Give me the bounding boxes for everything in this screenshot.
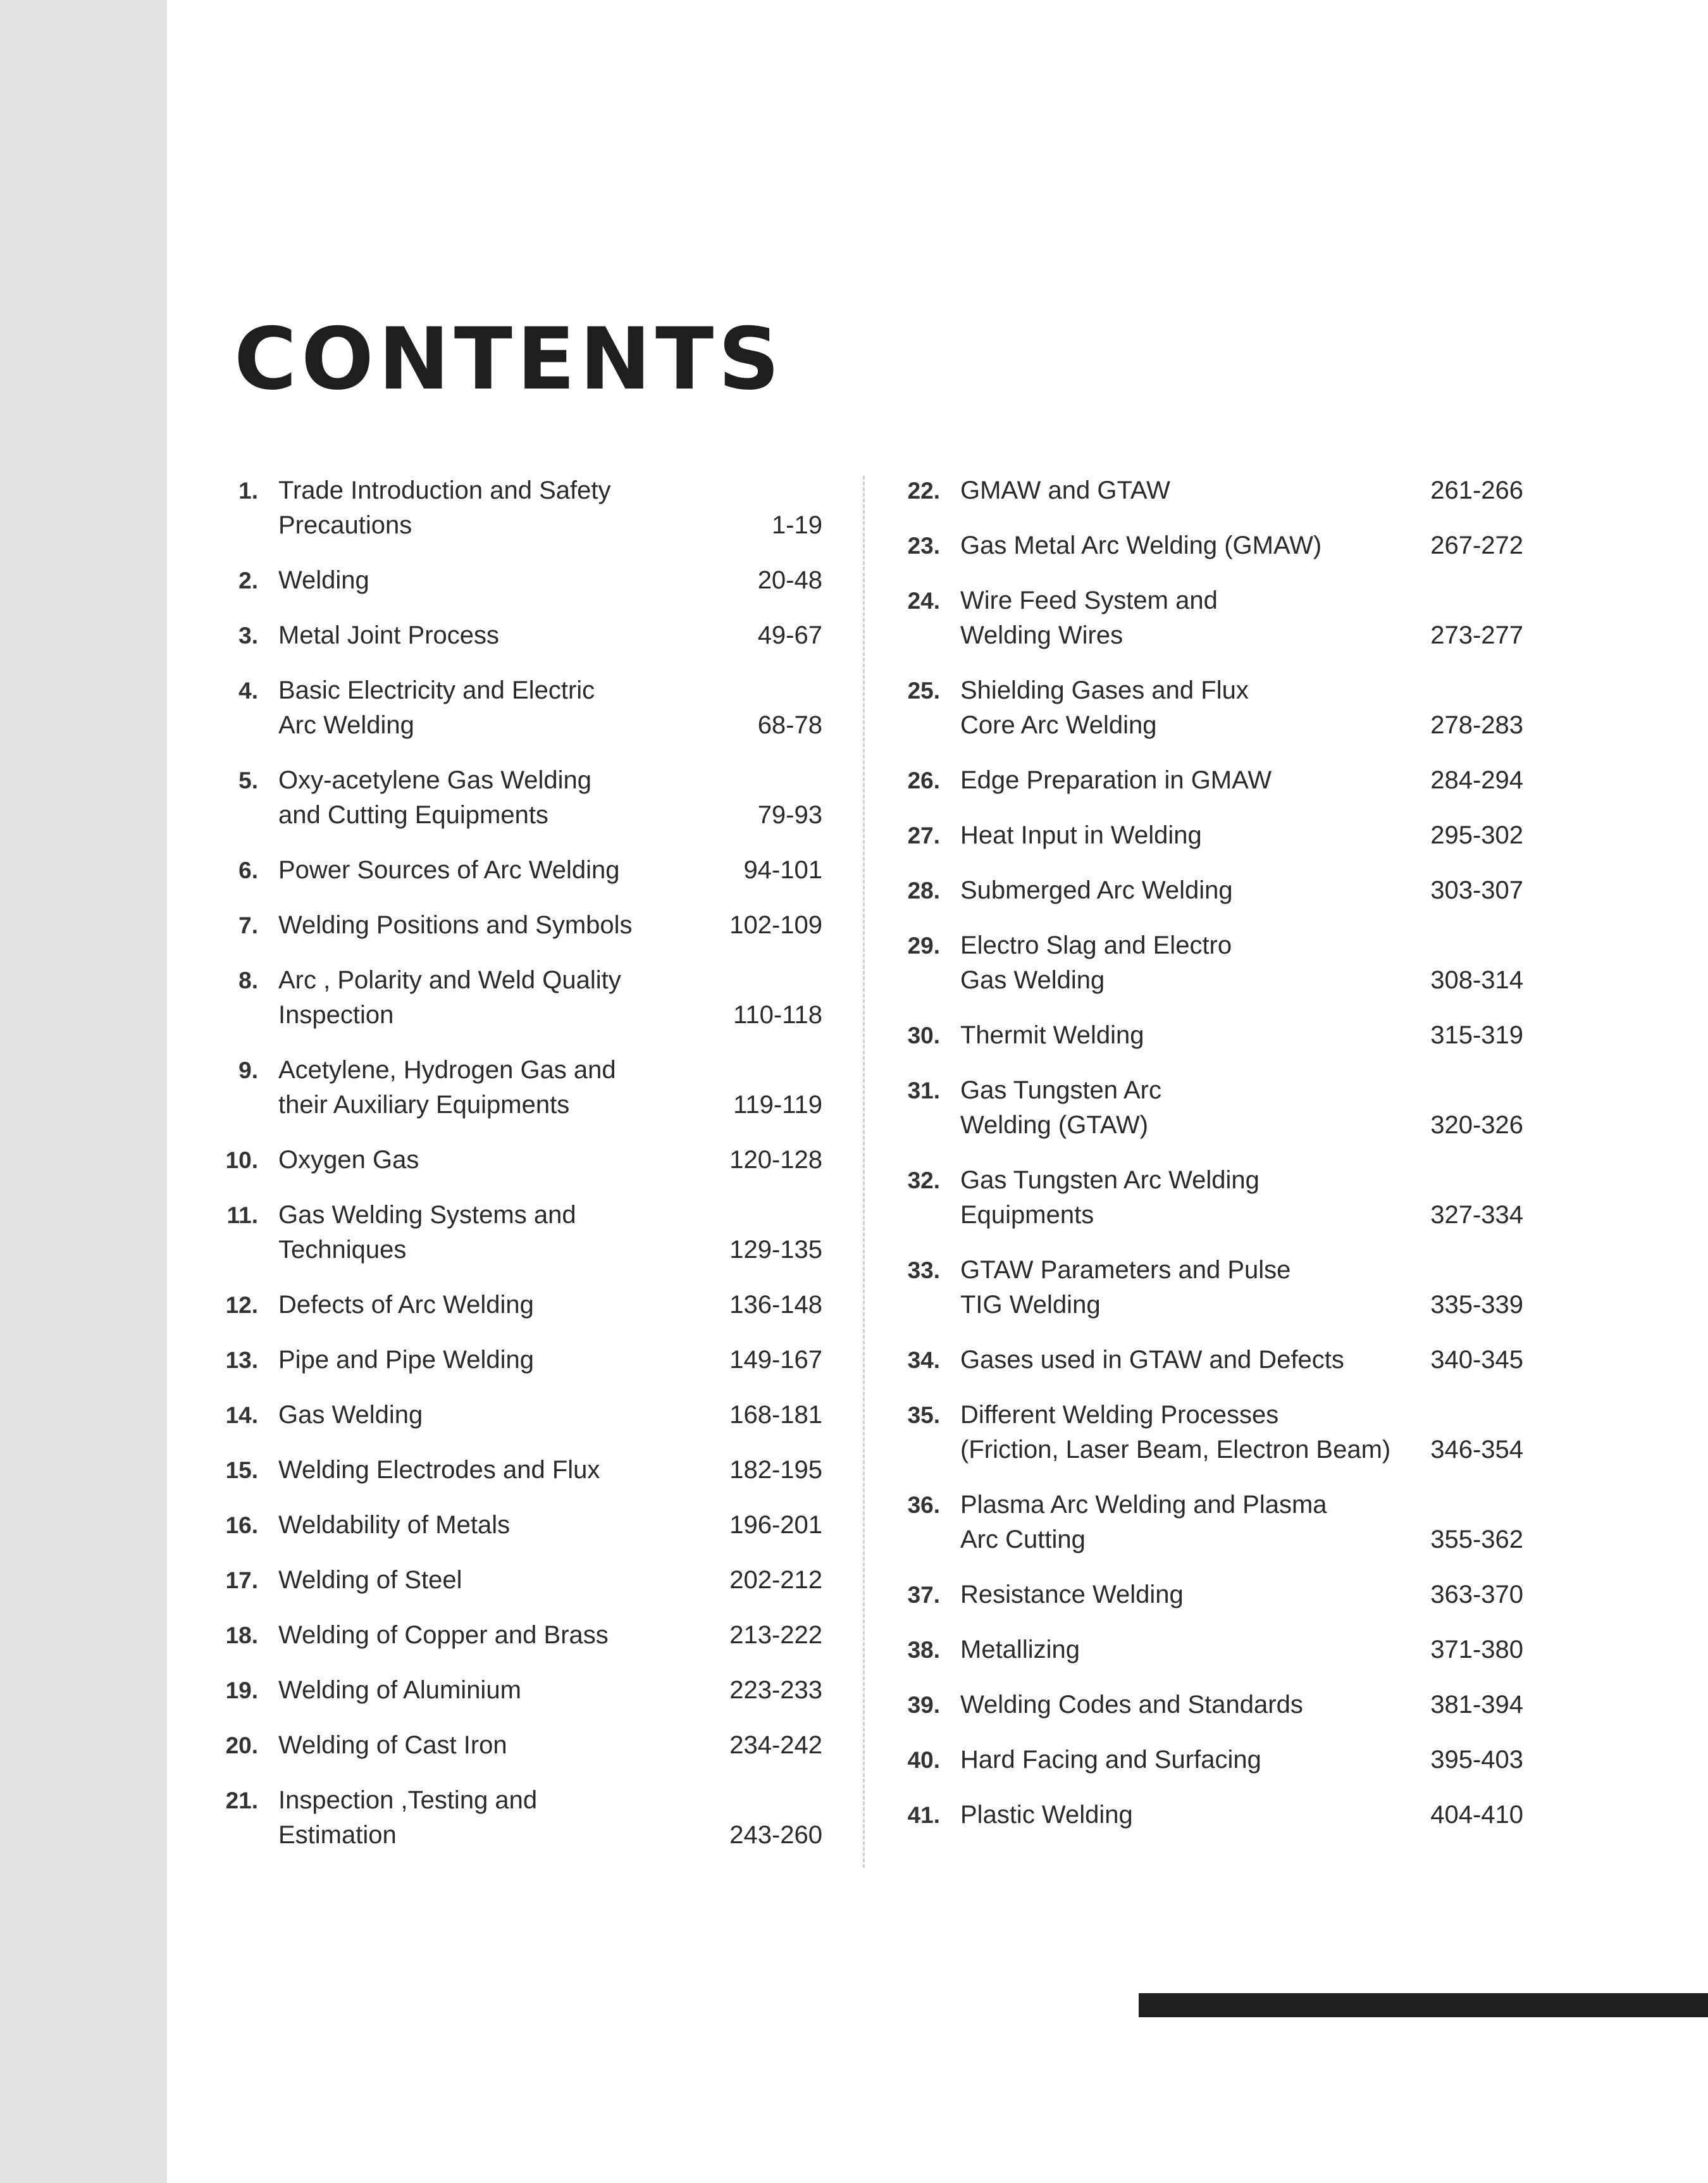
chapter-title: Equipments <box>960 1201 1094 1229</box>
toc-right-column <box>891 473 1523 1853</box>
chapter-title: Basic Electricity and Electric <box>278 676 595 704</box>
toc-entry-line <box>891 1633 1523 1667</box>
chapter-number: 39. <box>907 1692 940 1718</box>
toc-entry[interactable] <box>209 1288 822 1322</box>
toc-entry-line <box>209 473 822 508</box>
toc-entry-line <box>891 1798 1523 1832</box>
chapter-number: 7. <box>238 912 258 938</box>
toc-entry-line <box>209 1673 822 1708</box>
chapter-title: GMAW and GTAW <box>960 476 1170 504</box>
chapter-number: 28. <box>907 878 940 904</box>
toc-entry-line <box>209 708 822 743</box>
chapter-title: Welding of Steel <box>278 1566 462 1594</box>
toc-entry[interactable] <box>209 673 822 743</box>
page-range: 284-294 <box>1430 766 1523 794</box>
toc-entry[interactable] <box>891 1018 1523 1053</box>
page-range: 68-78 <box>757 711 822 739</box>
toc-entry-line <box>891 1073 1523 1108</box>
toc-entry-line <box>891 1688 1523 1722</box>
chapter-title: Trade Introduction and Safety <box>278 476 611 504</box>
toc-entry[interactable] <box>891 583 1523 653</box>
toc-entry[interactable] <box>891 1253 1523 1322</box>
chapter-number: 9. <box>238 1057 258 1083</box>
chapter-number: 5. <box>238 768 258 793</box>
chapter-number: 17. <box>225 1567 258 1593</box>
chapter-number: 19. <box>225 1677 258 1703</box>
page-range: 355-362 <box>1430 1526 1523 1553</box>
toc-entry-line <box>209 1728 822 1763</box>
chapter-title: Hard Facing and Surfacing <box>960 1746 1261 1774</box>
chapter-number: 37. <box>907 1582 940 1608</box>
toc-entry-line <box>209 1343 822 1378</box>
toc-entry-line <box>891 1198 1523 1233</box>
chapter-title: Plastic Welding <box>960 1801 1133 1829</box>
toc-entry-line <box>209 1783 822 1818</box>
toc-entry[interactable] <box>209 1563 822 1598</box>
toc-entry-line <box>891 1433 1523 1467</box>
toc-entry-line <box>891 1253 1523 1288</box>
chapter-number: 22. <box>907 478 940 504</box>
chapter-title: (Friction, Laser Beam, Electron Beam) <box>960 1436 1391 1464</box>
chapter-title: Welding of Cast Iron <box>278 1731 507 1759</box>
toc-entry[interactable] <box>209 618 822 653</box>
chapter-title: Wire Feed System and <box>960 587 1218 614</box>
toc-entry[interactable] <box>209 1198 822 1267</box>
toc-entry-line <box>891 1288 1523 1322</box>
toc-entry[interactable] <box>209 963 822 1033</box>
chapter-title: Oxygen Gas <box>278 1146 419 1174</box>
toc-entry-line <box>209 998 822 1033</box>
toc-entry-line <box>891 1577 1523 1612</box>
toc-entry-line <box>891 1398 1523 1433</box>
chapter-number: 25. <box>907 678 940 704</box>
page-range: 327-334 <box>1430 1201 1523 1229</box>
chapter-number: 38. <box>907 1637 940 1663</box>
page-range: 136-148 <box>729 1291 822 1319</box>
page-range: 110-118 <box>733 1001 822 1029</box>
toc-entry[interactable] <box>891 528 1523 563</box>
chapter-title: Arc Cutting <box>960 1526 1086 1553</box>
chapter-title: Power Sources of Arc Welding <box>278 856 620 884</box>
toc-entry[interactable] <box>209 908 822 943</box>
toc-entry-line <box>891 1018 1523 1053</box>
toc-entry-line <box>891 763 1523 798</box>
chapter-number: 10. <box>225 1147 258 1173</box>
toc-entry-line <box>209 1198 822 1233</box>
toc-entry-line <box>209 563 822 598</box>
toc-entry[interactable] <box>209 1673 822 1708</box>
page-range: 308-314 <box>1430 966 1523 994</box>
toc-entry-line <box>209 1088 822 1123</box>
toc-entry-line <box>891 673 1523 708</box>
chapter-title: Welding of Aluminium <box>278 1676 521 1704</box>
page-range: 196-201 <box>729 1511 822 1539</box>
page-range: 395-403 <box>1430 1746 1523 1774</box>
page-range: 129-135 <box>729 1236 822 1264</box>
chapter-title: Arc , Polarity and Weld Quality <box>278 966 621 994</box>
chapter-title: Welding Codes and Standards <box>960 1691 1303 1719</box>
chapter-number: 3. <box>238 623 258 649</box>
page-title: CONTENTS <box>234 309 784 409</box>
chapter-number: 13. <box>225 1347 258 1373</box>
toc-entry-line <box>891 708 1523 743</box>
chapter-number: 24. <box>907 588 940 614</box>
page-range: 303-307 <box>1430 876 1523 904</box>
chapter-title: Oxy-acetylene Gas Welding <box>278 766 592 794</box>
column-divider <box>863 476 865 1868</box>
page-range: 168-181 <box>729 1401 822 1429</box>
toc-entry[interactable] <box>891 1743 1523 1777</box>
toc-entry[interactable] <box>209 1453 822 1488</box>
toc-entry-line <box>209 1618 822 1653</box>
toc-entry-line <box>891 1163 1523 1198</box>
toc-entry-line <box>891 528 1523 563</box>
chapter-title: Different Welding Processes <box>960 1401 1279 1429</box>
chapter-number: 8. <box>238 967 258 993</box>
toc-entry-line <box>209 963 822 998</box>
chapter-number: 29. <box>907 933 940 959</box>
decorative-bar <box>1139 1993 1708 2017</box>
chapter-title: Gas Tungsten Arc <box>960 1076 1161 1104</box>
chapter-number: 2. <box>238 568 258 594</box>
toc-entry[interactable] <box>891 873 1523 908</box>
chapter-title: Arc Welding <box>278 711 414 739</box>
page-range: 223-233 <box>729 1676 822 1704</box>
page-range: 213-222 <box>729 1621 822 1649</box>
chapter-number: 14. <box>225 1402 258 1428</box>
chapter-number: 36. <box>907 1492 940 1518</box>
chapter-number: 34. <box>907 1347 940 1373</box>
page-range: 404-410 <box>1430 1801 1523 1829</box>
chapter-number: 6. <box>238 857 258 883</box>
chapter-title: Gas Welding Systems and <box>278 1201 576 1229</box>
page-range: 94-101 <box>743 856 822 884</box>
toc-entry-line <box>209 1053 822 1088</box>
toc-entry-line <box>209 908 822 943</box>
toc-entry-line <box>209 1233 822 1267</box>
toc-entry-line <box>891 1108 1523 1143</box>
chapter-title: Welding Positions and Symbols <box>278 911 633 939</box>
toc-entry-line <box>209 853 822 888</box>
toc-entry-line <box>891 473 1523 508</box>
toc-entry[interactable] <box>209 473 822 543</box>
chapter-title: Gases used in GTAW and Defects <box>960 1346 1344 1374</box>
chapter-title: their Auxiliary Equipments <box>278 1091 570 1119</box>
chapter-title: Acetylene, Hydrogen Gas and <box>278 1056 616 1084</box>
toc-entry[interactable] <box>891 1688 1523 1722</box>
chapter-title: TIG Welding <box>960 1291 1101 1319</box>
chapter-number: 4. <box>238 678 258 704</box>
toc-entry[interactable] <box>891 1343 1523 1378</box>
chapter-number: 20. <box>225 1732 258 1758</box>
toc-entry-line <box>891 1743 1523 1777</box>
toc-entry[interactable] <box>891 1073 1523 1143</box>
page-range: 119-119 <box>733 1091 822 1119</box>
chapter-title: Gas Welding <box>278 1401 423 1429</box>
toc-entry[interactable] <box>209 1618 822 1653</box>
chapter-title: GTAW Parameters and Pulse <box>960 1256 1291 1284</box>
toc-entry[interactable] <box>209 763 822 833</box>
toc-entry[interactable] <box>209 1728 822 1763</box>
toc-entry[interactable] <box>891 818 1523 853</box>
page-range: 346-354 <box>1430 1436 1523 1464</box>
toc-entry-line <box>209 1563 822 1598</box>
page-margin-band <box>0 0 167 2183</box>
toc-entry-line <box>209 798 822 833</box>
chapter-title: Metallizing <box>960 1636 1080 1664</box>
toc-entry[interactable] <box>891 763 1523 798</box>
chapter-number: 40. <box>907 1747 940 1773</box>
chapter-number: 31. <box>907 1078 940 1104</box>
chapter-title: Weldability of Metals <box>278 1511 511 1539</box>
page-range: 120-128 <box>729 1146 822 1174</box>
toc-entry[interactable] <box>891 473 1523 508</box>
chapter-number: 30. <box>907 1023 940 1048</box>
page-range: 278-283 <box>1430 711 1523 739</box>
chapter-title: Estimation <box>278 1821 397 1849</box>
toc-entry-line <box>891 1343 1523 1378</box>
toc-entry-line <box>891 818 1523 853</box>
page-range: 79-93 <box>757 801 822 829</box>
toc-entry[interactable] <box>891 1488 1523 1557</box>
toc-entry-line <box>209 508 822 543</box>
chapter-number: 27. <box>907 823 940 849</box>
toc-entry-line <box>891 963 1523 998</box>
page-range: 182-195 <box>729 1456 822 1484</box>
chapter-title: Gas Welding <box>960 966 1105 994</box>
toc-entry[interactable] <box>209 1053 822 1123</box>
toc-entry-line <box>209 1143 822 1178</box>
page-range: 315-319 <box>1430 1021 1523 1049</box>
chapter-title: Defects of Arc Welding <box>278 1291 534 1319</box>
chapter-title: Metal Joint Process <box>278 621 500 649</box>
toc-entry-line <box>891 1522 1523 1557</box>
page-range: 295-302 <box>1430 821 1523 849</box>
chapter-title: Welding <box>278 566 369 594</box>
page-range: 202-212 <box>729 1566 822 1594</box>
toc-entry-line <box>891 618 1523 653</box>
page-range: 267-272 <box>1430 532 1523 559</box>
toc-entry[interactable] <box>891 1398 1523 1467</box>
chapter-title: Precautions <box>278 511 412 539</box>
toc-entry[interactable] <box>209 1783 822 1853</box>
toc-entry[interactable] <box>891 673 1523 743</box>
toc-entry[interactable] <box>209 1508 822 1543</box>
page-range: 335-339 <box>1430 1291 1523 1319</box>
page-range: 320-326 <box>1430 1111 1523 1139</box>
page-range: 20-48 <box>757 566 822 594</box>
page-range: 363-370 <box>1430 1581 1523 1608</box>
chapter-title: Techniques <box>278 1236 407 1264</box>
chapter-title: Resistance Welding <box>960 1581 1184 1608</box>
chapter-title: and Cutting Equipments <box>278 801 548 829</box>
chapter-number: 26. <box>907 768 940 793</box>
toc-entry[interactable] <box>209 1398 822 1433</box>
chapter-title: Gas Tungsten Arc Welding <box>960 1166 1259 1194</box>
toc-entry-line <box>891 873 1523 908</box>
toc-entry[interactable] <box>891 1577 1523 1612</box>
toc-entry[interactable] <box>209 853 822 888</box>
chapter-title: Welding Electrodes and Flux <box>278 1456 600 1484</box>
chapter-number: 41. <box>907 1802 940 1828</box>
toc-entry-line <box>209 1398 822 1433</box>
page-range: 381-394 <box>1430 1691 1523 1719</box>
toc-entry[interactable] <box>209 1343 822 1378</box>
chapter-title: Welding Wires <box>960 621 1123 649</box>
chapter-number: 12. <box>225 1292 258 1318</box>
toc-entry-line <box>891 928 1523 963</box>
chapter-number: 32. <box>907 1167 940 1193</box>
chapter-number: 35. <box>907 1402 940 1428</box>
toc-entry-line <box>209 673 822 708</box>
chapter-number: 1. <box>238 478 258 504</box>
page-range: 261-266 <box>1430 476 1523 504</box>
page-range: 340-345 <box>1430 1346 1523 1374</box>
chapter-title: Core Arc Welding <box>960 711 1157 739</box>
chapter-title: Inspection ,Testing and <box>278 1786 538 1814</box>
toc-entry[interactable] <box>891 1633 1523 1667</box>
toc-entry[interactable] <box>891 928 1523 998</box>
page-range: 234-242 <box>729 1731 822 1759</box>
toc-entry-line <box>209 618 822 653</box>
toc-entry[interactable] <box>209 1143 822 1178</box>
chapter-title: Shielding Gases and Flux <box>960 676 1249 704</box>
chapter-title: Gas Metal Arc Welding (GMAW) <box>960 532 1322 559</box>
page-range: 371-380 <box>1430 1636 1523 1664</box>
chapter-title: Welding of Copper and Brass <box>278 1621 609 1649</box>
page-range: 1-19 <box>771 511 822 539</box>
chapter-title: Thermit Welding <box>960 1021 1144 1049</box>
toc-entry[interactable] <box>891 1163 1523 1233</box>
chapter-number: 15. <box>225 1457 258 1483</box>
chapter-title: Edge Preparation in GMAW <box>960 766 1272 794</box>
toc-entry[interactable] <box>891 1798 1523 1832</box>
toc-entry-line <box>209 763 822 798</box>
chapter-number: 23. <box>907 533 940 559</box>
chapter-number: 21. <box>225 1788 258 1813</box>
page-range: 149-167 <box>729 1346 822 1374</box>
chapter-number: 18. <box>225 1622 258 1648</box>
toc-entry-line <box>209 1453 822 1488</box>
page-range: 49-67 <box>757 621 822 649</box>
toc-entry-line <box>209 1288 822 1322</box>
chapter-number: 33. <box>907 1257 940 1283</box>
page-range: 273-277 <box>1430 621 1523 649</box>
chapter-title: Pipe and Pipe Welding <box>278 1346 534 1374</box>
chapter-title: Plasma Arc Welding and Plasma <box>960 1491 1327 1519</box>
chapter-number: 11. <box>226 1202 258 1228</box>
toc-entry-line <box>209 1818 822 1853</box>
toc-entry-line <box>891 583 1523 618</box>
toc-entry-line <box>209 1508 822 1543</box>
page-range: 102-109 <box>729 911 822 939</box>
chapter-title: Electro Slag and Electro <box>960 931 1232 959</box>
chapter-title: Welding (GTAW) <box>960 1111 1149 1139</box>
chapter-title: Submerged Arc Welding <box>960 876 1233 904</box>
chapter-number: 16. <box>225 1512 258 1538</box>
chapter-title: Heat Input in Welding <box>960 821 1202 849</box>
toc-left-column <box>209 473 822 1873</box>
page-range: 243-260 <box>729 1821 822 1849</box>
toc-entry-line <box>891 1488 1523 1522</box>
chapter-title: Inspection <box>278 1001 394 1029</box>
toc-entry[interactable] <box>209 563 822 598</box>
